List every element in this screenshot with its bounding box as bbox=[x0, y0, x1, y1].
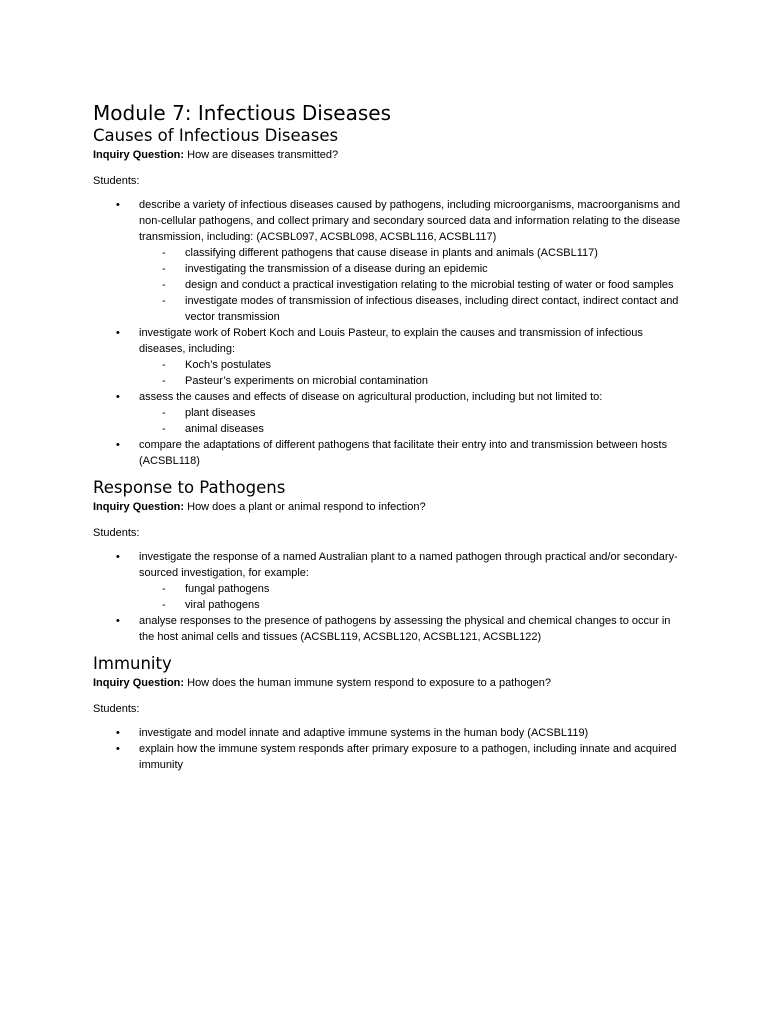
inquiry-label: Inquiry Question: bbox=[93, 677, 185, 689]
list-item bbox=[139, 437, 683, 469]
inquiry-label: Inquiry Question: bbox=[93, 501, 185, 513]
section-response bbox=[93, 477, 683, 645]
students-label: Students: bbox=[93, 703, 140, 715]
list-item bbox=[139, 325, 683, 389]
inquiry-question bbox=[93, 675, 683, 691]
content-list bbox=[93, 549, 683, 645]
section-causes bbox=[93, 125, 683, 469]
sub-list-item: - Pasteur’s experiments on microbial contamination bbox=[185, 373, 683, 389]
list-item bbox=[139, 389, 683, 437]
sub-list bbox=[139, 245, 683, 325]
page-title: Module 7: Infectious Diseases bbox=[93, 101, 391, 125]
inquiry-text: How are diseases transmitted? bbox=[184, 149, 339, 161]
list-item-text: assess the causes and effects of disease on agricultural production, including but not limited to: bbox=[139, 391, 603, 403]
list-item bbox=[139, 549, 683, 613]
list-item-text: explain how the immune system responds after primary exposure to a pathogen, including innate and acquired immunity bbox=[139, 743, 677, 771]
sub-list-item: - Koch’s postulates bbox=[185, 357, 683, 373]
sub-list-item: - design and conduct a practical investigation relating to the microbial testing of water or food samples bbox=[185, 277, 683, 293]
content-list bbox=[93, 197, 683, 469]
inquiry-label: Inquiry Question: bbox=[93, 149, 185, 161]
list-item-text: describe a variety of infectious diseases caused by pathogens, including microorganisms, macroorganisms and non-cellular pathogens, and collect primary and secondary sourced data and information relating to the disease transmission, including: (ACSBL097, ACSBL098, ACSBL116, ACSBL117) bbox=[139, 199, 681, 243]
inquiry-text: How does a plant or animal respond to infection? bbox=[184, 501, 426, 513]
list-item bbox=[139, 197, 683, 325]
sub-list-item: - viral pathogens bbox=[185, 597, 683, 613]
section-heading: Causes of Infectious Diseases bbox=[93, 126, 339, 145]
list-item-text: investigate work of Robert Koch and Louis Pasteur, to explain the causes and transmission of infectious diseases, including: bbox=[139, 327, 643, 355]
inquiry-text: How does the human immune system respond to exposure to a pathogen? bbox=[184, 677, 551, 689]
section-heading: Immunity bbox=[93, 654, 172, 673]
list-item-text: investigate and model innate and adaptive immune systems in the human body (ACSBL119) bbox=[139, 727, 589, 739]
sub-list-item: - animal diseases bbox=[185, 421, 683, 437]
list-item bbox=[139, 741, 683, 773]
sub-list-item: - classifying different pathogens that cause disease in plants and animals (ACSBL117) bbox=[185, 245, 683, 261]
sub-list-item: - investigate modes of transmission of infectious diseases, including direct contact, indirect contact and vector transmission bbox=[185, 293, 683, 325]
sub-list-item: - fungal pathogens bbox=[185, 581, 683, 597]
section-heading: Response to Pathogens bbox=[93, 478, 286, 497]
inquiry-question bbox=[93, 147, 683, 163]
students-label: Students: bbox=[93, 527, 140, 539]
sub-list bbox=[139, 581, 683, 613]
list-item bbox=[139, 613, 683, 645]
students-label: Students: bbox=[93, 175, 140, 187]
list-item-text: analyse responses to the presence of pathogens by assessing the physical and chemical changes to occur in the host animal cells and tissues (ACSBL119, ACSBL120, ACSBL121, ACSBL122) bbox=[139, 615, 671, 643]
document-page bbox=[93, 100, 683, 773]
sub-list-item: - investigating the transmission of a disease during an epidemic bbox=[185, 261, 683, 277]
sub-list-item: - plant diseases bbox=[185, 405, 683, 421]
sub-list bbox=[139, 357, 683, 389]
list-item-text: compare the adaptations of different pathogens that facilitate their entry into and transmission between hosts (ACSBL118) bbox=[139, 439, 668, 467]
list-item bbox=[139, 725, 683, 741]
sub-list bbox=[139, 405, 683, 437]
content-list bbox=[93, 725, 683, 773]
section-immunity bbox=[93, 653, 683, 773]
inquiry-question bbox=[93, 499, 683, 515]
list-item-text: investigate the response of a named Australian plant to a named pathogen through practical and/or secondary-sourced investigation, for example: bbox=[139, 551, 678, 579]
